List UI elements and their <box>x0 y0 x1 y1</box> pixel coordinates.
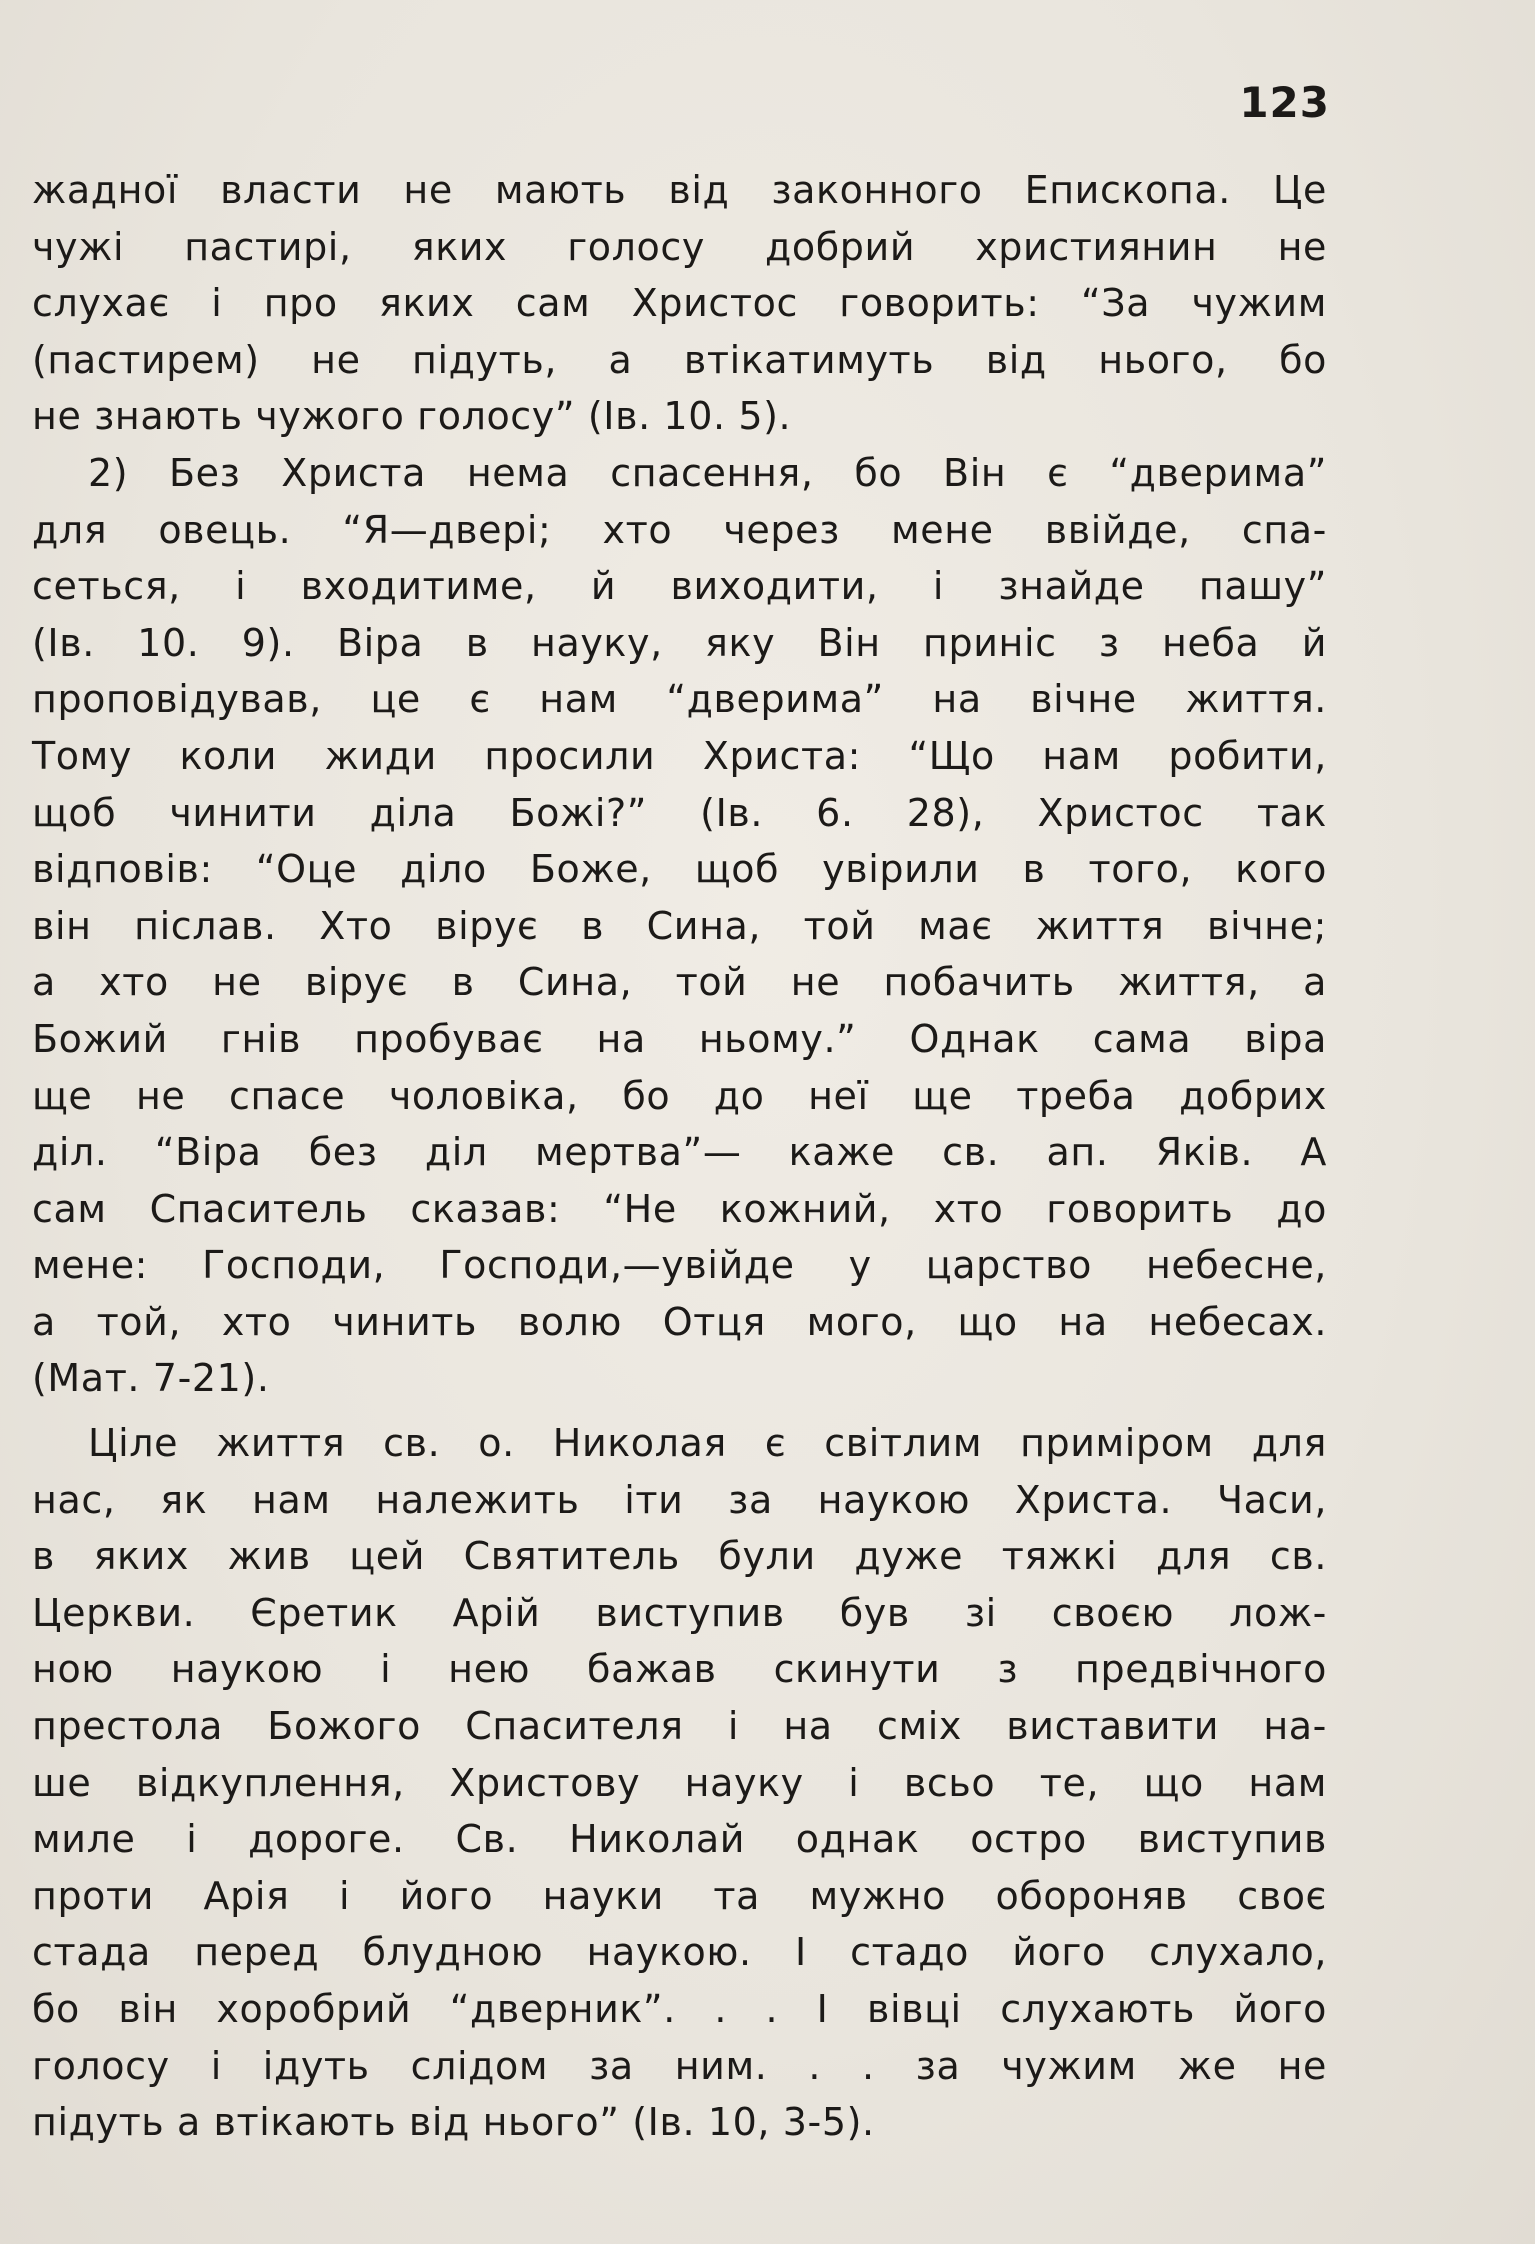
text-line: жадної власти не мають від законного Епископа. Це <box>32 168 1327 212</box>
text-line: мене: Господи, Господи,—увійде у царство небесне, <box>32 1243 1327 1288</box>
paragraph-gap <box>32 1407 1327 1415</box>
text-line: щоб чинити діла Божі?” (Ів. 6. 28), Христос так <box>32 790 1327 835</box>
body-text <box>32 162 1327 2151</box>
text-line: престола Божого Спасителя і на сміх виставити на- <box>32 1704 1327 1749</box>
text-line: слухає і про яких сам Христос говорить: “За чужим <box>32 281 1327 326</box>
text-line: голосу і ідуть слідом за ним. . . за чужим же не <box>32 2043 1327 2088</box>
text-line: (Мат. 7-21). <box>32 1356 270 1401</box>
text-line: Ціле життя св. о. Николая є світлим приміром для <box>88 1421 1327 1466</box>
text-line: підуть а втікають від нього” (Ів. 10, 3-5). <box>32 2100 875 2145</box>
page-number: 123 <box>1239 78 1330 127</box>
text-line: відповів: “Оце діло Боже, щоб увірили в того, кого <box>32 847 1327 892</box>
text-line: проповідував, це є нам “дверима” на вічне життя. <box>32 677 1327 722</box>
text-line: Божий гнів пробуває на ньому.” Однак сама віра <box>32 1016 1327 1061</box>
text-line: проти Арія і його науки та мужно обороняв своє <box>32 1873 1327 1918</box>
text-line: він післав. Хто вірує в Сина, той має життя вічне; <box>32 903 1327 948</box>
text-line: ною наукою і нею бажав скинути з предвічного <box>32 1647 1327 1692</box>
text-line: стада перед блудною наукою. І стадо його слухало, <box>32 1930 1327 1975</box>
text-line: а хто не вірує в Сина, той не побачить життя, а <box>32 960 1327 1005</box>
text-line: чужі пастирі, яких голосу добрий християнин не <box>32 224 1327 269</box>
paragraph <box>32 162 1327 445</box>
text-line: ще не спасе чоловіка, бо до неї ще треба добрих <box>32 1073 1327 1118</box>
paragraph <box>32 1415 1327 2151</box>
text-line: бо він хоробрий “дверник”. . . І вівці слухають його <box>32 1987 1327 2031</box>
text-line: Церкви. Єретик Арій виступив був зі своєю лож- <box>32 1590 1327 1635</box>
text-line: Тому коли жиди просили Христа: “Що нам робити, <box>32 733 1327 778</box>
text-line: (пастирем) не підуть, а втікатимуть від нього, бо <box>32 337 1327 382</box>
text-line: не знають чужого голосу” (Ів. 10. 5). <box>32 394 792 439</box>
text-line: сеться, і входитиме, й виходити, і знайде пашу” <box>32 564 1327 609</box>
text-line: нас, як нам належить іти за наукою Христа. Часи, <box>32 1477 1327 1522</box>
text-line: в яких жив цей Святитель були дуже тяжкі для св. <box>32 1534 1327 1579</box>
text-line: ше відкуплення, Христову науку і всьо те, що нам <box>32 1760 1327 1805</box>
text-line: для овець. “Я—двері; хто через мене ввійде, спа- <box>32 507 1327 552</box>
text-line: сам Спаситель сказав: “Не кожний, хто говорить до <box>32 1186 1327 1231</box>
paragraph <box>32 445 1327 1407</box>
text-line: діл. “Віра без діл мертва”— каже св. ап. Яків. А <box>32 1130 1327 1175</box>
text-line: 2) Без Христа нема спасення, бо Він є “дверима” <box>88 450 1327 495</box>
text-line: миле і дороге. Св. Николай однак остро виступив <box>32 1817 1327 1862</box>
text-line: а той, хто чинить волю Отця мого, що на небесах. <box>32 1299 1327 1344</box>
text-line: (Ів. 10. 9). Віра в науку, яку Він приніс з неба й <box>32 620 1327 665</box>
